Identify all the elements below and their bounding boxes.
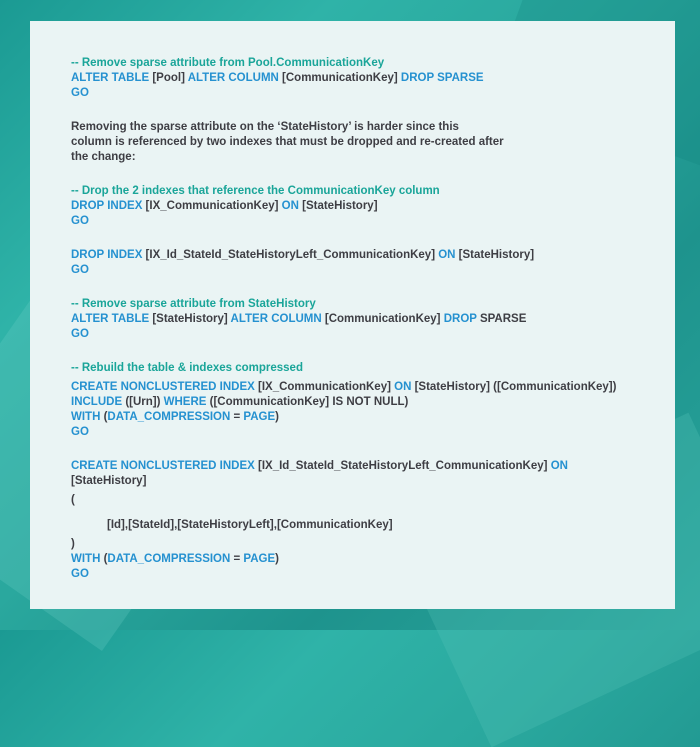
sql-keyword: ALTER COLUMN: [187, 72, 279, 84]
sql-text: SPARSE: [476, 313, 527, 325]
sql-keyword: CREATE NONCLUSTERED INDEX: [71, 460, 255, 472]
sql-keyword: ON: [281, 200, 299, 212]
sql-text: [StateHistory]: [298, 200, 378, 212]
code-line: [71, 459, 671, 474]
sql-keyword: DROP INDEX: [71, 249, 143, 261]
sql-text: [StateHistory] ([CommunicationKey]): [411, 381, 617, 393]
code-line: [71, 380, 671, 395]
sql-keyword: PAGE: [243, 411, 276, 423]
sql-text: =: [230, 411, 244, 423]
sql-text: [Pool]: [149, 72, 188, 84]
go-statement: GO: [71, 328, 89, 340]
sql-keyword: WITH: [71, 553, 101, 565]
sql-text: [CommunicationKey]: [278, 72, 401, 84]
code-comment: -- Rebuild the table & indexes compressed: [71, 362, 303, 374]
sql-keyword: WHERE: [163, 396, 207, 408]
go-statement: GO: [71, 264, 89, 276]
sql-text: [IX_Id_StateId_StateHistoryLeft_CommunicationKey]: [254, 460, 551, 472]
sql-keyword: PAGE: [243, 553, 276, 565]
code-card: [30, 21, 675, 609]
go-statement: GO: [71, 87, 89, 99]
code-line: [71, 312, 671, 327]
sql-text: [StateHistory]: [149, 313, 231, 325]
go-statement: GO: [71, 426, 89, 438]
code-line: [71, 552, 671, 567]
sql-keyword: WITH: [71, 411, 101, 423]
sql-keyword: ALTER COLUMN: [230, 313, 322, 325]
sql-text: ): [275, 411, 280, 423]
sql-text: ): [275, 553, 280, 565]
prose-line: Removing the sparse attribute on the ‘StateHistory’ is harder since this: [71, 121, 459, 133]
sql-keyword: DATA_COMPRESSION: [107, 411, 231, 423]
sql-text: ([CommunicationKey] IS NOT NULL): [206, 396, 409, 408]
sql-keyword: ON: [550, 460, 568, 472]
sql-keyword: DROP INDEX: [71, 200, 143, 212]
sql-keyword: ALTER TABLE: [71, 313, 150, 325]
code-line: [71, 199, 671, 214]
sql-text: [IX_CommunicationKey]: [142, 200, 282, 212]
sql-text: (: [100, 411, 108, 423]
sql-keyword: DROP: [443, 313, 477, 325]
code-line: [Id],[StateId],[StateHistoryLeft],[CommunicationKey]: [107, 519, 393, 531]
sql-keyword: ON: [438, 249, 456, 261]
prose-line: the change:: [71, 151, 136, 163]
code-line: ): [71, 538, 75, 550]
sql-keyword: CREATE NONCLUSTERED INDEX: [71, 381, 255, 393]
sql-text: [IX_Id_StateId_StateHistoryLeft_CommunicationKey]: [142, 249, 439, 261]
sql-text: [StateHistory]: [455, 249, 535, 261]
code-line: [StateHistory]: [71, 475, 147, 487]
code-line: [71, 71, 671, 86]
sql-text: [IX_CommunicationKey]: [254, 381, 395, 393]
sql-keyword: DROP SPARSE: [400, 72, 484, 84]
sql-keyword: ON: [394, 381, 412, 393]
code-comment: -- Remove sparse attribute from Pool.CommunicationKey: [71, 57, 385, 69]
code-line: (: [71, 494, 75, 506]
code-block: [71, 56, 671, 582]
sql-keyword: INCLUDE: [71, 396, 123, 408]
sql-text: ([Urn]): [122, 396, 164, 408]
code-line: [71, 410, 671, 425]
sql-text: =: [230, 553, 244, 565]
code-comment: -- Remove sparse attribute from StateHistory: [71, 298, 316, 310]
prose-line: column is referenced by two indexes that must be dropped and re-created after: [71, 136, 504, 148]
sql-keyword: DATA_COMPRESSION: [107, 553, 231, 565]
sql-keyword: ALTER TABLE: [71, 72, 150, 84]
go-statement: GO: [71, 215, 89, 227]
code-line: [71, 395, 671, 410]
sql-text: [CommunicationKey]: [321, 313, 444, 325]
code-comment: -- Drop the 2 indexes that reference the CommunicationKey column: [71, 185, 440, 197]
code-line: [71, 248, 671, 263]
sql-text: (: [100, 553, 108, 565]
go-statement: GO: [71, 568, 89, 580]
